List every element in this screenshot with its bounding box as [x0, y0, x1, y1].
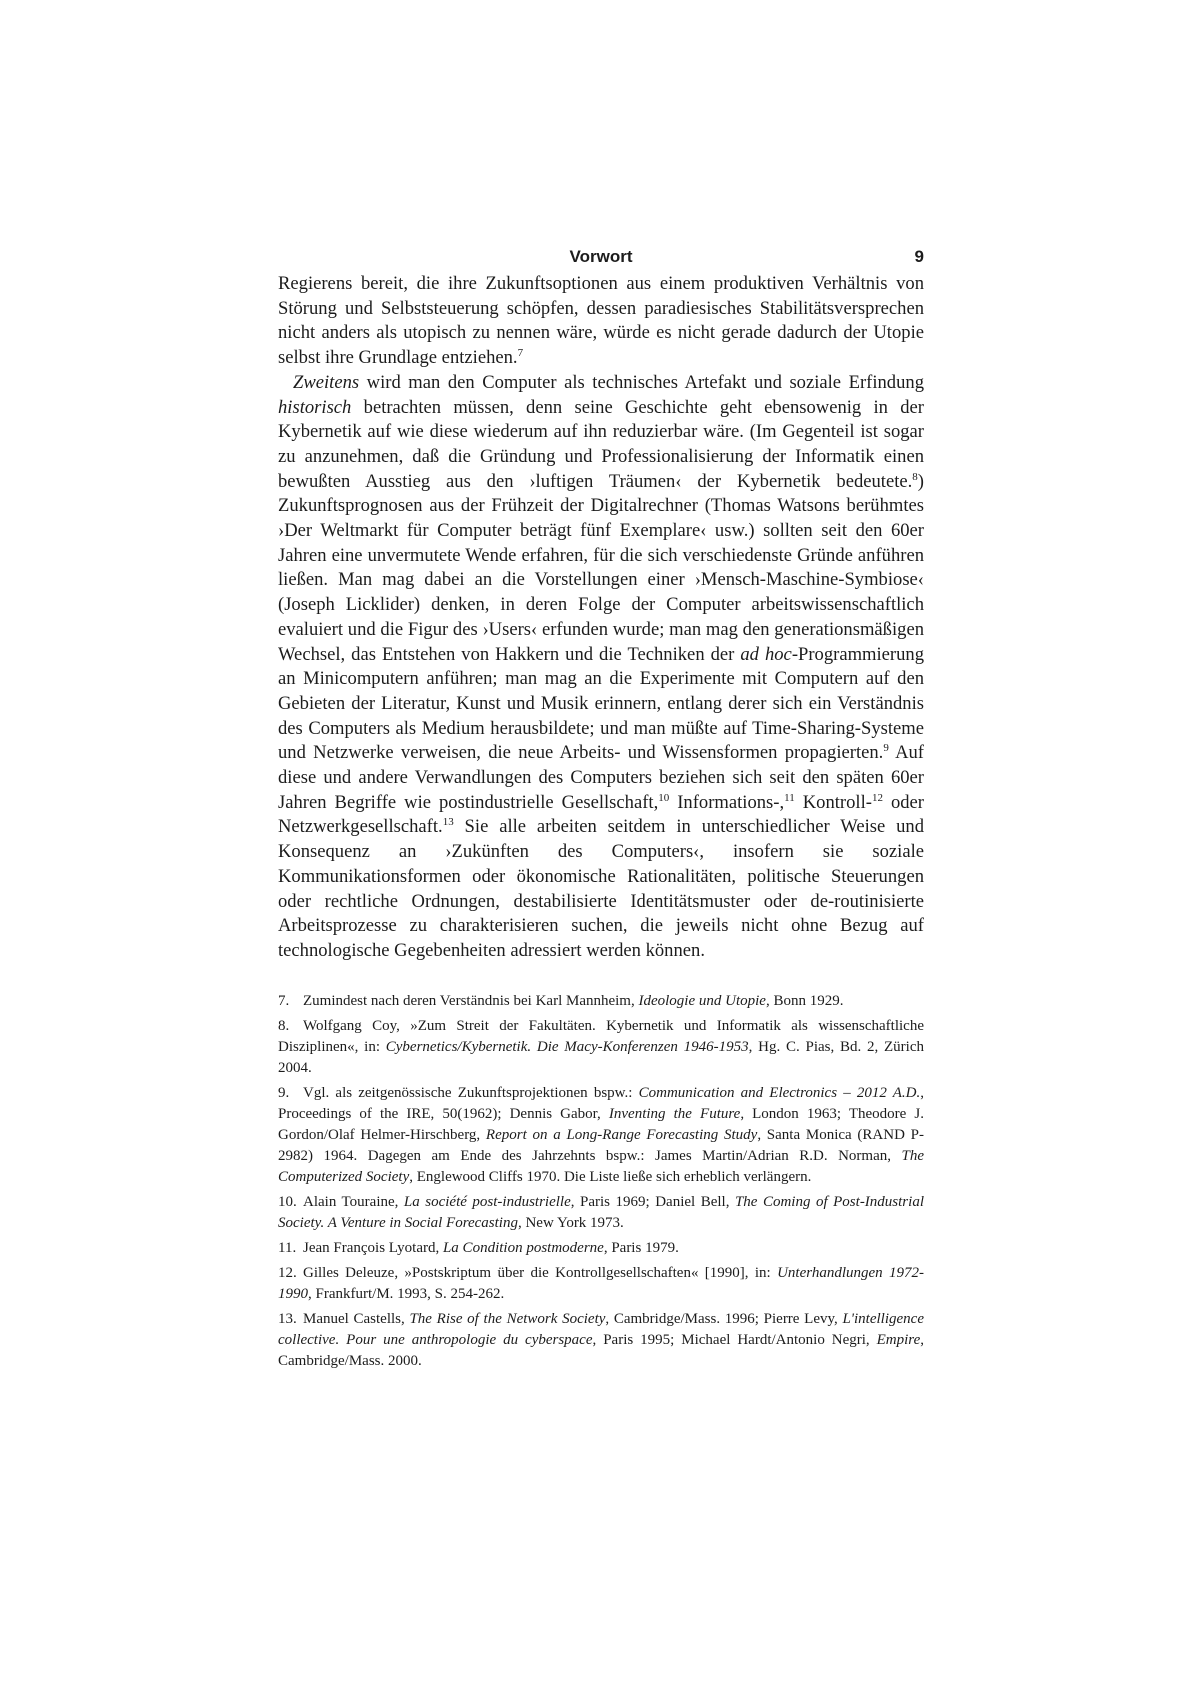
footnote-ref[interactable]: 8 — [912, 470, 918, 483]
text-run: -Programmierung an Minicomputern anführen; man mag an die Experimente mit Computern auf den Gebieten der Literatur, Kunst und Musik erinnern, entlang derer sich ein Verständnis des Computers als Medium herausbildete; und man müßte auf Time-Sharing-Systeme und Netzwerke verweisen, die neue Arbeits- und Wissensformen propagierten. — [278, 643, 925, 764]
emphasis: The Coming of Post-Industrial Society. A Venture in Social Forecasting — [278, 1193, 924, 1231]
emphasis: Empire — [876, 1331, 921, 1348]
book-page — [278, 238, 924, 1376]
emphasis: La Condition postmoderne — [442, 1239, 604, 1256]
emphasis: Unterhandlungen 1972-1990 — [278, 1264, 924, 1302]
main-text — [278, 272, 924, 964]
footnote-12 — [278, 1263, 924, 1305]
text-run: , Paris 1969; Daniel Bell, — [570, 1193, 735, 1210]
footnote-9 — [278, 1083, 924, 1188]
footnote-10 — [278, 1192, 924, 1234]
page-number: 9 — [914, 247, 924, 266]
text-run: ) Zukunftsprognosen aus der Frühzeit der Digitalrechner (Thomas Watsons berühmtes ›Der Weltmarkt für Computer beträgt fünf Exemplare‹ usw.) sollten seit den 60er Jahren eine unvermutete Wende erfahren, für die sich verschiedenste Gründe anführen ließen. Man mag dabei an die Vorstellungen einer ›Mensch-Maschine-Symbiose‹ (Joseph Licklider) denken, in deren Folge der Computer arbeitswissenschaftlich evaluiert und die Figur des ›Users‹ erfunden wurde; man mag den generationsmäßigen Wechsel, das Entstehen von Hakkern und die Techniken der — [278, 470, 924, 665]
emphasis: Report on a Long-Range Forecasting Study — [485, 1126, 758, 1143]
emphasis: L'intelligence collective. Pour une anthropologie du cyberspace — [278, 1310, 924, 1348]
emphasis: Ideologie und Utopie — [638, 992, 766, 1009]
text-run: Zumindest nach deren Verständnis bei Karl Mannheim, — [303, 992, 639, 1009]
footnote-number: 12. — [278, 1264, 297, 1281]
text-run: Regierens bereit, die ihre Zukunftsoptionen aus einem produktiven Verhältnis von Störung und Selbststeuerung schöpfen, dessen paradiesisches Stabilitätsversprechen nicht anders als utopisch zu nennen wäre, würde es nicht gerade dadurch der Utopie selbst ihre Grundlage entziehen. — [278, 273, 924, 369]
footnote-number: 10. — [278, 1193, 297, 1210]
text-run: , Frankfurt/M. 1993, S. 254-262. — [308, 1285, 505, 1302]
footnote-ref[interactable]: 13 — [442, 816, 454, 829]
emphasis: La société post-industrielle — [403, 1193, 571, 1210]
paragraph — [278, 272, 924, 371]
text-run: Alain Touraine, — [303, 1193, 404, 1210]
running-head — [278, 238, 924, 272]
footnote-8 — [278, 1016, 924, 1079]
text-run: , Cambridge/Mass. 2000. — [278, 1331, 924, 1369]
text-run: Sie alle arbeiten seitdem in unterschiedlicher Weise und Konsequenz an ›Zukünften des Computers‹, insofern sie soziale Kommunikationsformen oder ökonomische Rationalitäten, politische Steuerungen oder rechtliche Ordnungen, destabilisierte Identitätsmuster oder de-routinisierte Arbeitsprozesse zu charakterisieren suchen, die jeweils nicht ohne Bezug auf technologische Gegebenheiten adressiert werden können. — [278, 816, 924, 961]
footnote-number: 11. — [278, 1239, 297, 1256]
text-run: Manuel Castells, — [303, 1310, 410, 1327]
emphasis: Zweitens — [293, 371, 360, 393]
paragraph — [278, 371, 924, 964]
text-run: wird man den Computer als technisches Artefakt und soziale Erfindung — [359, 371, 924, 393]
text-run: oder Netzwerkgesellschaft. — [278, 791, 925, 838]
text-run: Auf diese und andere Verwandlungen des Computers beziehen sich seit den späten 60er Jahren Begriffe wie postindustrielle Gesellschaft, — [278, 742, 924, 813]
text-run: , Santa Monica (RAND P-2982) 1964. Dagegen am Ende des Jahrzehnts bspw.: James Martin/Adrian R.D. Norman, — [278, 1126, 924, 1164]
text-run: Jean François Lyotard, — [303, 1239, 443, 1256]
text-run: , New York 1973. — [517, 1214, 624, 1231]
text-run: , Cambridge/Mass. 1996; Pierre Levy, — [605, 1310, 843, 1327]
text-run: , Paris 1979. — [603, 1239, 679, 1256]
footnote-ref[interactable]: 10 — [658, 791, 670, 804]
footnote-number: 9. — [278, 1084, 290, 1101]
footnote-11 — [278, 1238, 924, 1259]
footnote-ref[interactable]: 11 — [784, 791, 795, 804]
footnote-number: 8. — [278, 1017, 290, 1034]
footnote-13 — [278, 1309, 924, 1372]
emphasis: Inventing the Future — [608, 1105, 741, 1122]
text-run: , Bonn 1929. — [765, 992, 844, 1009]
emphasis: The Computerized Society — [278, 1147, 924, 1185]
text-run: , Englewood Cliffs 1970. Die Liste ließe sich erheblich verlängern. — [409, 1168, 812, 1185]
text-run: Informations-, — [669, 791, 785, 813]
emphasis: ad hoc — [740, 643, 792, 665]
text-run: , Hg. C. Pias, Bd. 2, Zürich 2004. — [278, 1038, 925, 1076]
text-run: , Paris 1995; Michael Hardt/Antonio Negri, — [592, 1331, 877, 1348]
text-run: Kontroll- — [794, 791, 872, 813]
footnote-7 — [278, 991, 924, 1012]
emphasis: historisch — [278, 396, 352, 418]
emphasis: The Rise of the Network Society — [409, 1310, 606, 1327]
footnote-number: 13. — [278, 1310, 297, 1327]
footnote-ref[interactable]: 9 — [883, 742, 889, 755]
footnote-ref[interactable]: 7 — [517, 346, 524, 359]
text-run: betrachten müssen, denn seine Geschichte geht ebensowenig in der Kybernetik auf wie diese wiederum auf ihn reduzierbar wäre. (Im Gegenteil ist sogar zu anzunehmen, daß die Gründung und Professionalisierung der Informatik einen bewußten Ausstieg aus den ›luftigen Träumen‹ der Kybernetik bedeutete. — [278, 396, 924, 492]
emphasis: Communication and Electronics – 2012 A.D. — [638, 1084, 921, 1101]
text-run: Wolfgang Coy, »Zum Streit der Fakultäten. Kybernetik und Informatik als wissenschaftliche Disziplinen«, in: — [278, 1017, 924, 1055]
text-run: Vgl. als zeitgenössische Zukunftsprojektionen bspw.: — [303, 1084, 639, 1101]
emphasis: Cybernetics/Kybernetik. Die Macy-Konferenzen 1946-1953 — [385, 1038, 749, 1055]
footnote-number: 7. — [278, 992, 290, 1009]
text-run: , London 1963; Theodore J. Gordon/Olaf Helmer-Hirschberg, — [278, 1105, 924, 1143]
footnotes — [278, 991, 924, 1372]
text-run: , Proceedings of the IRE, 50(1962); Dennis Gabor, — [278, 1084, 924, 1122]
text-run: Gilles Deleuze, »Postskriptum über die Kontrollgesellschaften« [1990], in: — [303, 1264, 778, 1281]
running-title: Vorwort — [569, 247, 633, 266]
footnote-ref[interactable]: 12 — [871, 791, 883, 804]
